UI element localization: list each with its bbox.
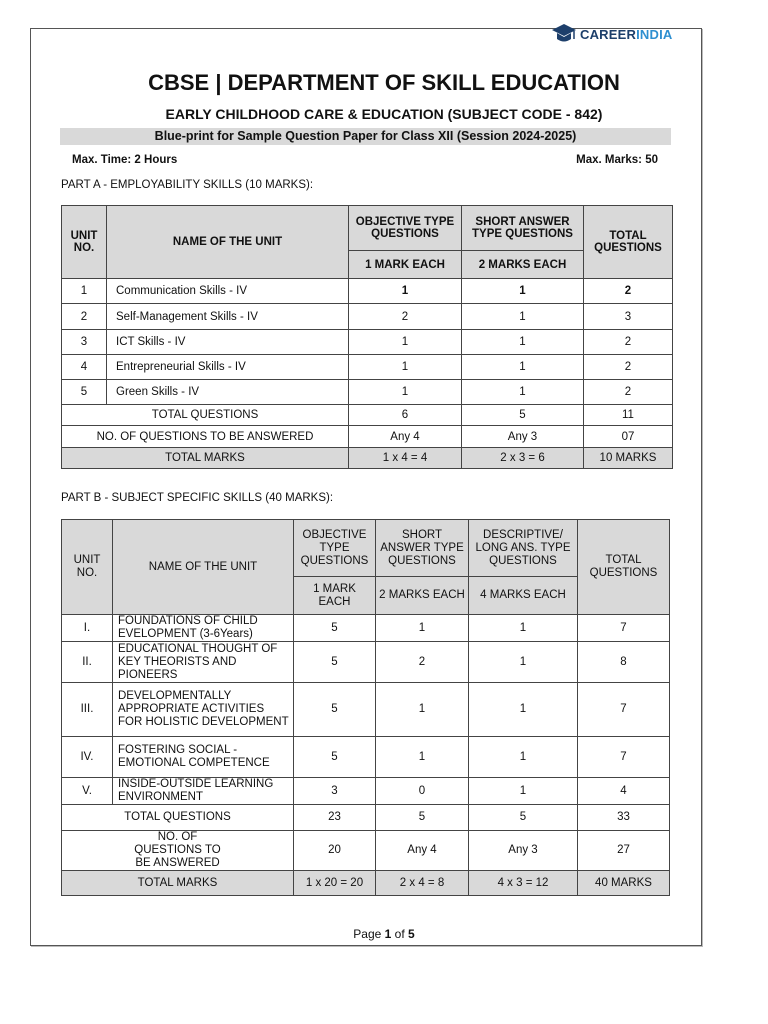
header-short-answer: SHORT ANSWER TYPE QUESTIONS bbox=[376, 520, 469, 577]
header-short-marks: 2 MARKS EACH bbox=[376, 577, 469, 615]
cell: 5 bbox=[376, 805, 469, 831]
table-row bbox=[62, 642, 670, 683]
cell: 20 bbox=[294, 831, 376, 871]
header-short-marks: 2 MARKS EACH bbox=[462, 251, 584, 279]
header-objective: OBJECTIVE TYPE QUESTIONS bbox=[294, 520, 376, 577]
part-a-heading: PART A - EMPLOYABILITY SKILLS (10 MARKS): bbox=[61, 179, 314, 191]
total-count: 7 bbox=[578, 615, 670, 642]
total-count: 4 bbox=[578, 778, 670, 805]
total-marks-label: TOTAL MARKS bbox=[62, 871, 294, 896]
footer-current-page: 1 bbox=[384, 927, 392, 941]
max-marks: Max. Marks: 50 bbox=[576, 154, 658, 166]
unit-name: Green Skills - IV bbox=[107, 380, 349, 405]
careerindia-logo bbox=[550, 21, 673, 47]
short-answer-count: 1 bbox=[462, 330, 584, 355]
cell: 1 x 20 = 20 bbox=[294, 871, 376, 896]
short-answer-count: 1 bbox=[462, 279, 584, 304]
descriptive-count: 1 bbox=[469, 778, 578, 805]
table-row bbox=[62, 615, 670, 642]
unit-number: I. bbox=[62, 615, 113, 642]
objective-count: 1 bbox=[349, 330, 462, 355]
objective-count: 3 bbox=[294, 778, 376, 805]
total-marks-label: TOTAL MARKS bbox=[62, 448, 349, 469]
total-count: 2 bbox=[584, 355, 673, 380]
short-answer-count: 1 bbox=[462, 355, 584, 380]
table-row bbox=[62, 355, 673, 380]
total-count: 2 bbox=[584, 330, 673, 355]
cell: 23 bbox=[294, 805, 376, 831]
cell: 07 bbox=[584, 426, 673, 448]
short-answer-count: 1 bbox=[376, 737, 469, 778]
unit-number: 4 bbox=[62, 355, 107, 380]
header-unit-no: UNIT NO. bbox=[62, 206, 107, 279]
logo-prefix: CAREER bbox=[580, 26, 637, 42]
cell: Any 4 bbox=[349, 426, 462, 448]
unit-name: Self-Management Skills - IV bbox=[107, 304, 349, 330]
objective-count: 2 bbox=[349, 304, 462, 330]
cell: 4 x 3 = 12 bbox=[469, 871, 578, 896]
logo-suffix: INDIA bbox=[636, 26, 673, 42]
descriptive-count: 1 bbox=[469, 737, 578, 778]
to-answer-label: NO. OF QUESTIONS TO BE ANSWERED bbox=[62, 426, 349, 448]
table-row bbox=[62, 380, 673, 405]
objective-count: 1 bbox=[349, 355, 462, 380]
total-count: 2 bbox=[584, 279, 673, 304]
total-count: 3 bbox=[584, 304, 673, 330]
unit-name: Entrepreneurial Skills - IV bbox=[107, 355, 349, 380]
header-total: TOTAL QUESTIONS bbox=[584, 206, 673, 279]
header-total: TOTAL QUESTIONS bbox=[578, 520, 670, 615]
table-row bbox=[62, 778, 670, 805]
header-objective-marks: 1 MARK EACH bbox=[349, 251, 462, 279]
max-time: Max. Time: 2 Hours bbox=[72, 154, 178, 166]
descriptive-count: 1 bbox=[469, 615, 578, 642]
cell: 1 x 4 = 4 bbox=[349, 448, 462, 469]
total-questions-label: TOTAL QUESTIONS bbox=[62, 805, 294, 831]
cell: 5 bbox=[462, 405, 584, 426]
header-short-answer: SHORT ANSWER TYPE QUESTIONS bbox=[462, 206, 584, 251]
cell: 11 bbox=[584, 405, 673, 426]
unit-number: 3 bbox=[62, 330, 107, 355]
unit-number: 1 bbox=[62, 279, 107, 304]
unit-number: III. bbox=[62, 683, 113, 737]
total-count: 7 bbox=[578, 737, 670, 778]
table-row bbox=[62, 426, 673, 448]
cell: Any 3 bbox=[469, 831, 578, 871]
objective-count: 1 bbox=[349, 380, 462, 405]
total-count: 7 bbox=[578, 683, 670, 737]
cell: 10 MARKS bbox=[584, 448, 673, 469]
unit-name: INSIDE-OUTSIDE LEARNING ENVIRONMENT bbox=[113, 778, 294, 805]
header-unit-no: UNIT NO. bbox=[62, 520, 113, 615]
objective-count: 1 bbox=[349, 279, 462, 304]
part-a-table bbox=[61, 205, 673, 469]
unit-number: V. bbox=[62, 778, 113, 805]
cell: 5 bbox=[469, 805, 578, 831]
to-answer-label: NO. OF QUESTIONS TO BE ANSWERED bbox=[62, 831, 294, 871]
cell: 2 x 3 = 6 bbox=[462, 448, 584, 469]
unit-name: Communication Skills - IV bbox=[107, 279, 349, 304]
descriptive-count: 1 bbox=[469, 683, 578, 737]
table-row bbox=[62, 330, 673, 355]
page-footer bbox=[0, 927, 768, 941]
header-unit-name: NAME OF THE UNIT bbox=[107, 206, 349, 279]
graduation-cap-icon bbox=[550, 22, 578, 46]
header-objective: OBJECTIVE TYPE QUESTIONS bbox=[349, 206, 462, 251]
unit-name: ICT Skills - IV bbox=[107, 330, 349, 355]
header-objective-marks: 1 MARK EACH bbox=[294, 577, 376, 615]
table-row bbox=[62, 831, 670, 871]
unit-name: FOSTERING SOCIAL - EMOTIONAL COMPETENCE bbox=[113, 737, 294, 778]
objective-count: 5 bbox=[294, 642, 376, 683]
total-count: 8 bbox=[578, 642, 670, 683]
unit-number: 5 bbox=[62, 380, 107, 405]
table-row bbox=[62, 805, 670, 831]
short-answer-count: 1 bbox=[376, 615, 469, 642]
footer-of: of bbox=[394, 927, 405, 941]
page-subtitle: EARLY CHILDHOOD CARE & EDUCATION (SUBJECT CODE - 842) bbox=[165, 106, 603, 122]
short-answer-count: 0 bbox=[376, 778, 469, 805]
table-row bbox=[62, 871, 670, 896]
short-answer-count: 2 bbox=[376, 642, 469, 683]
table-row bbox=[62, 737, 670, 778]
cell: 2 x 4 = 8 bbox=[376, 871, 469, 896]
header-unit-name: NAME OF THE UNIT bbox=[113, 520, 294, 615]
header-descriptive: DESCRIPTIVE/ LONG ANS. TYPE QUESTIONS bbox=[469, 520, 578, 577]
table-row bbox=[62, 405, 673, 426]
cell: Any 3 bbox=[462, 426, 584, 448]
short-answer-count: 1 bbox=[462, 380, 584, 405]
table-row bbox=[62, 304, 673, 330]
page-title: CBSE | DEPARTMENT OF SKILL EDUCATION bbox=[148, 70, 620, 95]
table-row bbox=[62, 448, 673, 469]
cell: 33 bbox=[578, 805, 670, 831]
footer-total-pages: 5 bbox=[408, 927, 415, 941]
total-questions-label: TOTAL QUESTIONS bbox=[62, 405, 349, 426]
footer-page-label: Page bbox=[353, 927, 382, 941]
objective-count: 5 bbox=[294, 683, 376, 737]
header-descriptive-marks: 4 MARKS EACH bbox=[469, 577, 578, 615]
unit-number: 2 bbox=[62, 304, 107, 330]
part-b-table bbox=[61, 519, 670, 896]
objective-count: 5 bbox=[294, 615, 376, 642]
descriptive-count: 1 bbox=[469, 642, 578, 683]
table-row bbox=[62, 683, 670, 737]
cell: Any 4 bbox=[376, 831, 469, 871]
blueprint-banner: Blue-print for Sample Question Paper for Class XII (Session 2024-2025) bbox=[60, 128, 671, 145]
total-count: 2 bbox=[584, 380, 673, 405]
part-b-heading: PART B - SUBJECT SPECIFIC SKILLS (40 MARKS): bbox=[61, 492, 334, 504]
objective-count: 5 bbox=[294, 737, 376, 778]
short-answer-count: 1 bbox=[462, 304, 584, 330]
cell: 6 bbox=[349, 405, 462, 426]
cell: 27 bbox=[578, 831, 670, 871]
short-answer-count: 1 bbox=[376, 683, 469, 737]
unit-number: II. bbox=[62, 642, 113, 683]
unit-number: IV. bbox=[62, 737, 113, 778]
unit-name: EDUCATIONAL THOUGHT OF KEY THEORISTS AND PIONEERS bbox=[113, 642, 294, 683]
unit-name: FOUNDATIONS OF CHILD EVELOPMENT (3-6Years) bbox=[113, 615, 294, 642]
cell: 40 MARKS bbox=[578, 871, 670, 896]
unit-name: DEVELOPMENTALLY APPROPRIATE ACTIVITIES FOR HOLISTIC DEVELOPMENT bbox=[113, 683, 294, 737]
table-row bbox=[62, 279, 673, 304]
